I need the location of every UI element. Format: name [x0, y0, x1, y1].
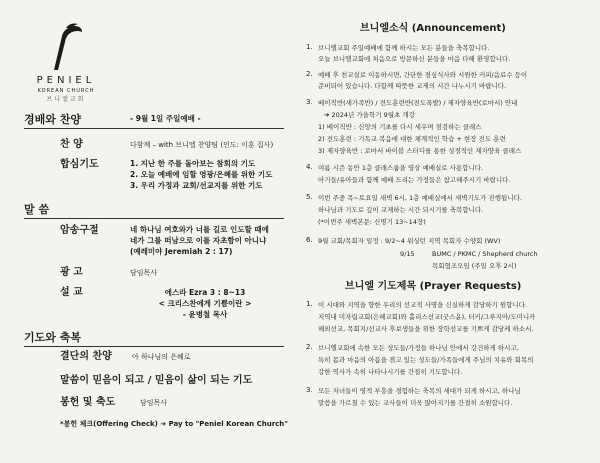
worship-section-rule — [24, 128, 284, 129]
recitation-label: 암송구절 — [60, 225, 99, 236]
announcement-line: 예배 후 친교실로 이동하시면, 간단한 점심식사와 시원한 커피/음료수 등이 — [318, 71, 528, 79]
prayer-request-line: 말씀을 가르칠 수 있는 교사들이 더욱 많아지기를 간절히 소원합니다. — [318, 399, 513, 407]
hymn-title: 아 하나님의 은혜로 — [132, 353, 191, 361]
announcement-number: 2. — [306, 70, 313, 78]
church-motto: 말씀이 믿음이 되고 / 믿음이 삶이 되는 기도 — [60, 375, 253, 386]
announcement-line: 오늘 브니엘교회에 처음으로 방문하신 분들을 마음 다해 환영합니다. — [318, 55, 511, 63]
prayer-request-number: 1. — [306, 300, 313, 308]
prayer-request-line: 이 시대와 지역을 향한 우리의 선교적 사명을 신실하게 감당하기 원합니다. — [318, 301, 528, 309]
prayer-request-line: 특히 몸과 마음의 아픔을 겪고 있는 성도들/가족들에게 주님의 치유와 회복의 — [318, 356, 534, 364]
announcement-line: 2) 전도훈련 : 기독교 복음에 대한 체계적인 학습 + 현장 전도 훈련 — [318, 135, 506, 143]
peniel-logo-icon — [44, 22, 84, 72]
prayer-request-line: 브니엘교회에 속한 모든 성도들/가정들 하나님 안에서 강건하게 하시고, — [318, 344, 519, 352]
word-section-title: 말 씀 — [24, 203, 50, 216]
offering-check-note: *봉헌 체크(Offering Check) ➔ Pay to "Peniel Korean Church" — [60, 420, 288, 428]
hymn-label: 결단의 찬양 — [60, 351, 112, 362]
announcement-line: 3) 제자양육반 : 로마서 바이블 스터디를 통한 성경적인 제자양육 클래스 — [318, 147, 522, 155]
service-date-title: - 9월 1일 주일예배 - — [130, 114, 201, 123]
prayer-request-number: 3. — [306, 386, 313, 394]
benediction-leader: 담임목사 — [140, 399, 168, 407]
announcement-line: 이번 주중 목~토요일 새벽 6시, 1층 예배실에서 새벽기도가 진행됩니다. — [318, 194, 522, 202]
announcement-leader: 담임목사 — [130, 269, 158, 277]
announcement-number: 3. — [306, 98, 313, 106]
unison-prayer-item: 1. 지난 한 주를 돌아보는 참회의 기도 — [130, 159, 256, 168]
announcement-line: 베이직반(새가족반) / 전도훈련반(전도폭발) / 제자양육반(로마서) 안내 — [318, 99, 518, 107]
schedule-line: 목회협조모임 (주일 오후 2시) — [432, 262, 517, 270]
sermon-title: < 크리스찬에게 기쁨이란 > — [158, 299, 252, 308]
church-name-en: PENIEL — [36, 75, 96, 86]
announcement-number: 4. — [306, 163, 313, 171]
unison-prayer-label: 합심기도 — [60, 159, 99, 170]
schedule-date: 9/15 — [400, 250, 415, 258]
word-section-rule — [24, 218, 284, 219]
announcement-number: 1. — [306, 43, 313, 51]
unison-prayer-item: 3. 우리 가정과 교회/선교지를 위한 기도 — [130, 181, 263, 190]
prayer-request-line: 모든 자녀들이 영적 부흥을 경험하는 축복의 세대가 되게 하시고, 하나님 — [318, 387, 521, 395]
praise-text: 다함께 – with 브니엘 찬양팀 (인도: 이훈 집사) — [130, 141, 274, 149]
announcement-line: 브니엘교회 주일예배에 함께 하시는 모든 분들을 축복합니다. — [318, 44, 490, 52]
worship-section-title: 경배와 찬양 — [24, 113, 81, 126]
prayer-request-number: 2. — [306, 343, 313, 351]
praise-label: 찬 양 — [60, 139, 83, 150]
announcement-number: 5. — [306, 193, 313, 201]
announcements-title: 브니엘소식 (Announcement) — [360, 23, 506, 34]
announcement-line: 여름 시즌 동안 1층 클래스룸을 영상 예배실로 사용합니다. — [318, 164, 484, 172]
announcement-number: 6. — [306, 236, 313, 244]
prayer-request-line: 지역내 미자립교회(은혜교회)와 홀리스선교(굿스윤), 터키/그루지아/도미니카 — [318, 313, 536, 321]
unison-prayer-item: 2. 오늘 예배에 임할 영광/은혜를 위한 기도 — [130, 170, 273, 179]
announcement-line: ➔ 2024년 가을학기 9월초 개강 — [324, 111, 415, 119]
recitation-reference: (예레미야 Jeremiah 2 : 17) — [130, 247, 233, 256]
prayer-requests-title: 브니엘 기도제목 (Prayer Requests) — [345, 281, 522, 292]
sermon-scripture: 에스라 Ezra 3 : 8~13 — [164, 288, 246, 297]
prayer-request-line: 해외선교, 목회지/선교사 후보생들을 위한 장학선교를 기쁘게 감당케 하소서. — [318, 325, 534, 333]
recitation-line: 네 하나님 여호와가 너를 길로 인도할 때에 — [130, 225, 269, 234]
announcement-line: (*이번주 새벽본문: 신명기 13~14장) — [318, 218, 426, 226]
blessing-section-rule — [24, 346, 284, 347]
schedule-line: BUMC / PKMC / Shepherd church — [432, 250, 538, 258]
sermon-label: 설 교 — [60, 287, 83, 298]
announcement-line: 준비되어 있습니다. 다함께 따뜻한 교제의 시간 나누시기 바랍니다. — [318, 82, 507, 90]
announcement-line: 아기들/유아들과 함께 예배 드리는 가정들은 참고해주시기 바랍니다. — [318, 176, 511, 184]
announcement-label: 광 고 — [60, 267, 83, 278]
announcement-line: 하나님과 기도로 깊이 교제하는 시간 되시기를 축복합니다. — [318, 206, 484, 214]
sermon-preacher: - 윤병철 목사 — [182, 310, 228, 319]
blessing-section-title: 기도와 축복 — [24, 331, 81, 344]
announcement-line: 1) 베이직반 : 신앙의 기초를 다시 세우며 점검하는 클래스 — [318, 123, 482, 131]
church-name-ko: 브니엘교회 — [46, 96, 86, 103]
announcement-line: 9월 교회/목회자 일정 : 9/2~4 워싱턴 지역 목회자 수양회 (WV) — [318, 237, 501, 245]
recitation-line: 네가 그를 떠남으로 이를 자초함이 아니냐 — [130, 236, 267, 245]
prayer-request-line: 강한 역사가 속히 나타나시기를 간절히 기도합니다. — [318, 368, 463, 376]
benediction-label: 봉헌 및 축도 — [60, 397, 116, 408]
church-subtitle: KOREAN CHURCH — [37, 88, 95, 94]
